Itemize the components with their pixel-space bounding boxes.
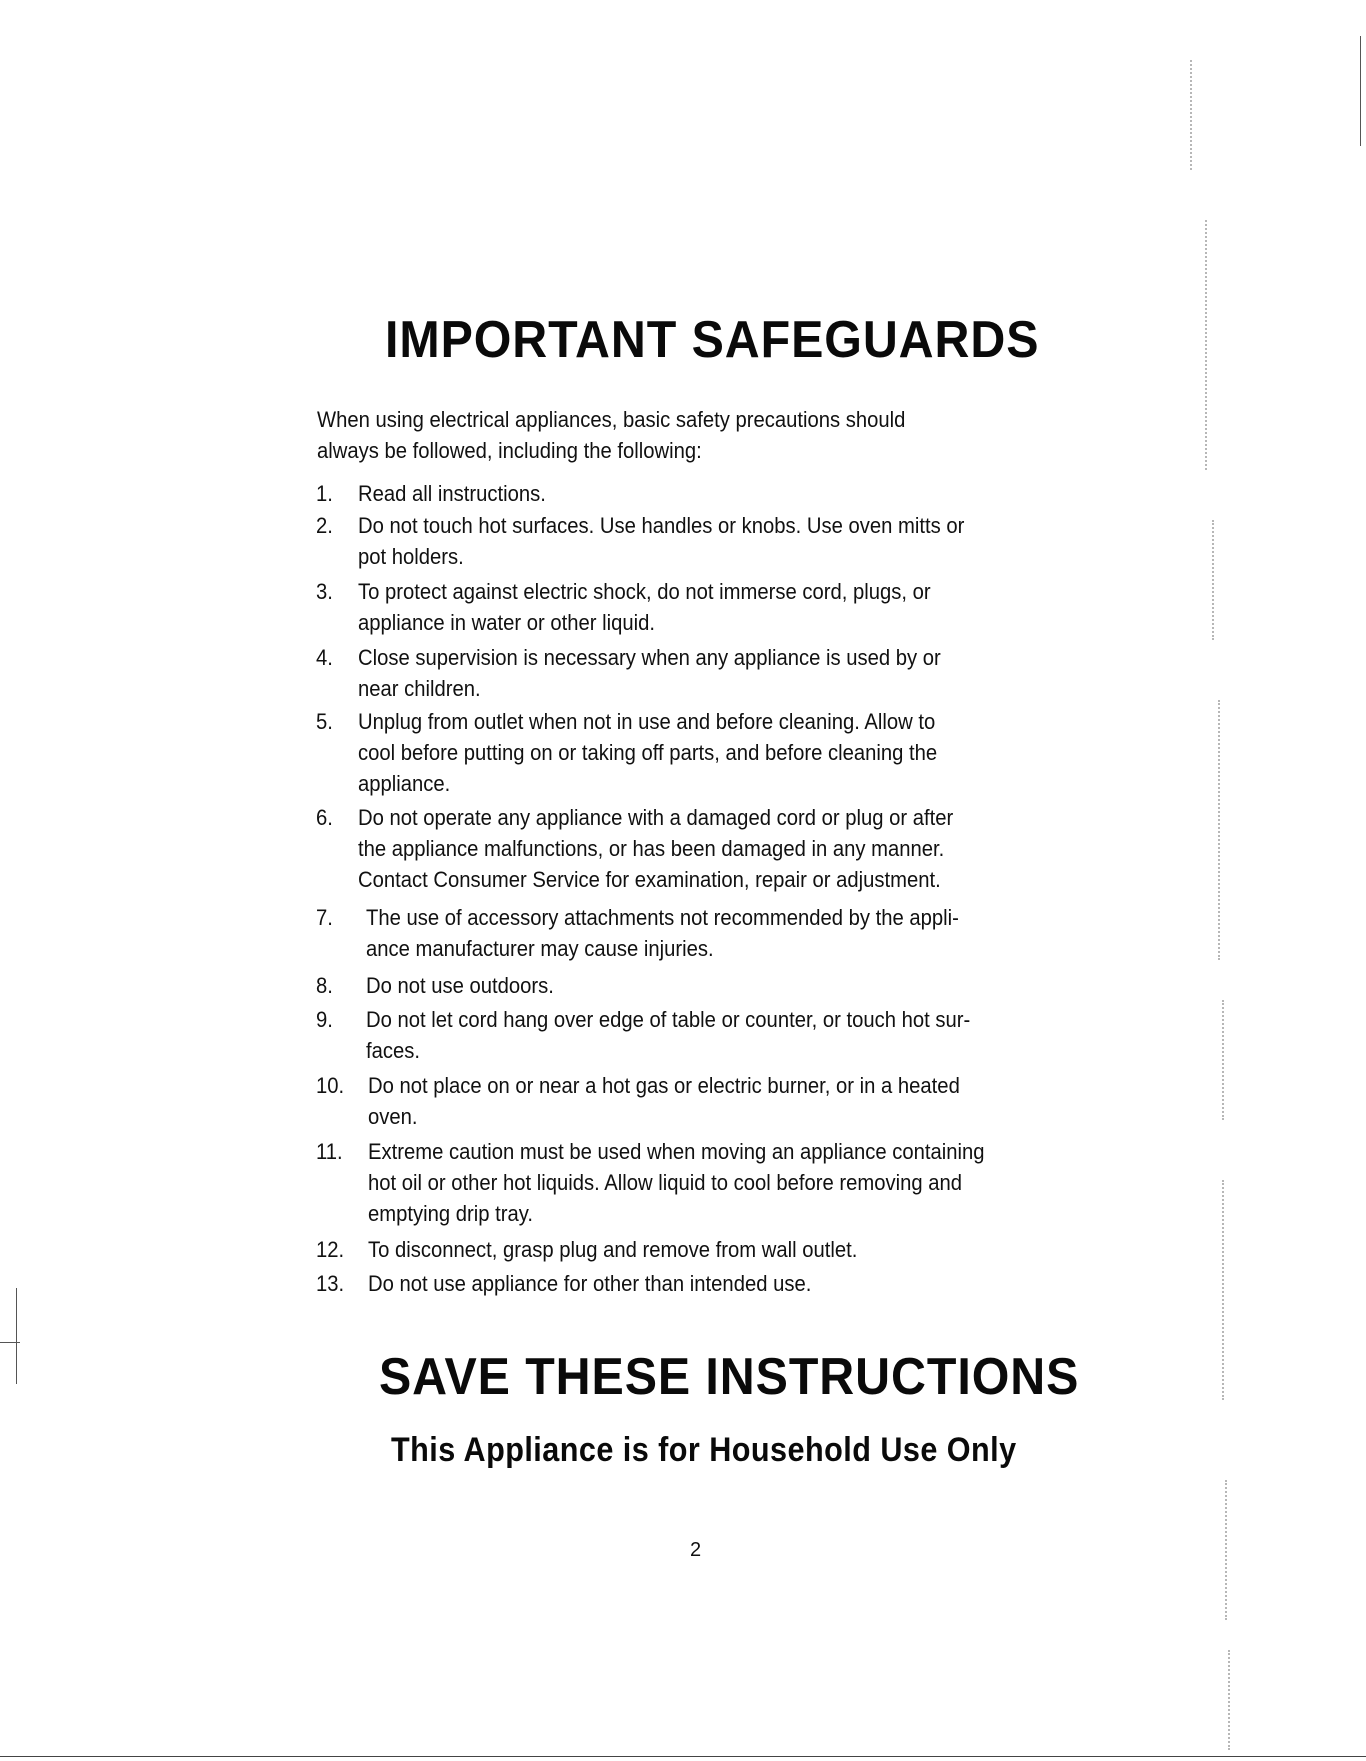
scan-speckle — [1225, 1480, 1245, 1620]
item-text-line: the appliance malfunctions, or has been damaged in any manner. — [358, 836, 945, 861]
save-instructions-heading: SAVE THESE INSTRUCTIONS — [379, 1348, 1080, 1406]
intro-line: always be followed, including the following: — [317, 438, 702, 463]
item-text-line: near children. — [358, 676, 481, 701]
item-text — [368, 1070, 960, 1132]
item-number: 4. — [316, 645, 333, 670]
item-text-line: cool before putting on or taking off parts, and before cleaning the — [358, 740, 938, 765]
item-text-line: Do not operate any appliance with a damaged cord or plug or after — [358, 805, 954, 830]
item-text-line: appliance. — [358, 771, 451, 796]
item-text-line: ance manufacturer may cause injuries. — [366, 936, 714, 961]
item-number: 8. — [316, 973, 333, 998]
item-text-line: To protect against electric shock, do not immerse cord, plugs, or — [358, 579, 931, 604]
item-number: 5. — [316, 709, 333, 734]
item-text — [368, 1136, 985, 1229]
item-text-line: Read all instructions. — [358, 481, 546, 506]
item-text — [358, 510, 964, 572]
scan-speckle — [1222, 1180, 1242, 1400]
scan-speckle — [1228, 1650, 1248, 1750]
item-text — [358, 706, 937, 799]
item-text-line: Do not use appliance for other than intended use. — [368, 1271, 812, 1296]
item-text-line: Unplug from outlet when not in use and before cleaning. Allow to — [358, 709, 936, 734]
item-text — [358, 478, 546, 509]
item-text-line: The use of accessory attachments not recommended by the appli- — [366, 905, 959, 930]
item-text-line: Do not touch hot surfaces. Use handles or knobs. Use oven mitts or — [358, 513, 965, 538]
item-number: 6. — [316, 805, 333, 830]
item-number: 2. — [316, 513, 333, 538]
item-number: 7. — [316, 905, 333, 930]
item-text-line: oven. — [368, 1104, 418, 1129]
item-text-line: pot holders. — [358, 544, 464, 569]
item-text-line: To disconnect, grasp plug and remove from wall outlet. — [368, 1237, 858, 1262]
item-text-line: Do not use outdoors. — [366, 973, 554, 998]
item-text-line: Extreme caution must be used when moving an appliance containing — [368, 1139, 985, 1164]
scan-speckle — [1212, 520, 1232, 640]
scan-crop-mark — [0, 1342, 20, 1343]
scan-edge-line — [1360, 36, 1361, 146]
item-text — [368, 1234, 857, 1265]
item-number: 13. — [316, 1271, 345, 1296]
scan-bottom-edge — [0, 1756, 1366, 1757]
item-number: 12. — [316, 1237, 345, 1262]
page-number: 2 — [690, 1539, 702, 1561]
item-text — [358, 802, 953, 895]
item-text-line: faces. — [366, 1038, 421, 1063]
item-number: 9. — [316, 1007, 333, 1032]
household-use-note: This Appliance is for Household Use Only — [391, 1431, 1017, 1469]
item-number: 11. — [316, 1139, 343, 1164]
intro-line: When using electrical appliances, basic safety precautions should — [317, 407, 906, 432]
item-text-line: emptying drip tray. — [368, 1201, 533, 1226]
item-text-line: appliance in water or other liquid. — [358, 610, 656, 635]
item-number: 10. — [316, 1073, 345, 1098]
scan-speckle — [1222, 1000, 1242, 1120]
item-text — [358, 576, 931, 638]
item-number: 1. — [316, 481, 333, 506]
item-text-line: Close supervision is necessary when any appliance is used by or — [358, 645, 941, 670]
item-text-line: Do not place on or near a hot gas or electric burner, or in a heated — [368, 1073, 960, 1098]
scan-speckle — [1218, 700, 1238, 960]
item-text — [358, 642, 941, 704]
item-text — [366, 902, 959, 964]
item-text-line: Contact Consumer Service for examination, repair or adjustment. — [358, 867, 941, 892]
page-title: IMPORTANT SAFEGUARDS — [385, 311, 1040, 369]
item-text — [366, 970, 554, 1001]
scan-speckle — [1190, 60, 1210, 170]
item-text — [366, 1004, 970, 1066]
item-text-line: Do not let cord hang over edge of table or counter, or touch hot sur- — [366, 1007, 971, 1032]
item-text-line: hot oil or other hot liquids. Allow liquid to cool before removing and — [368, 1170, 963, 1195]
scan-speckle — [1205, 220, 1225, 470]
scan-crop-mark — [16, 1288, 17, 1384]
item-text — [368, 1268, 811, 1299]
item-number: 3. — [316, 579, 333, 604]
intro-paragraph — [317, 404, 1016, 466]
